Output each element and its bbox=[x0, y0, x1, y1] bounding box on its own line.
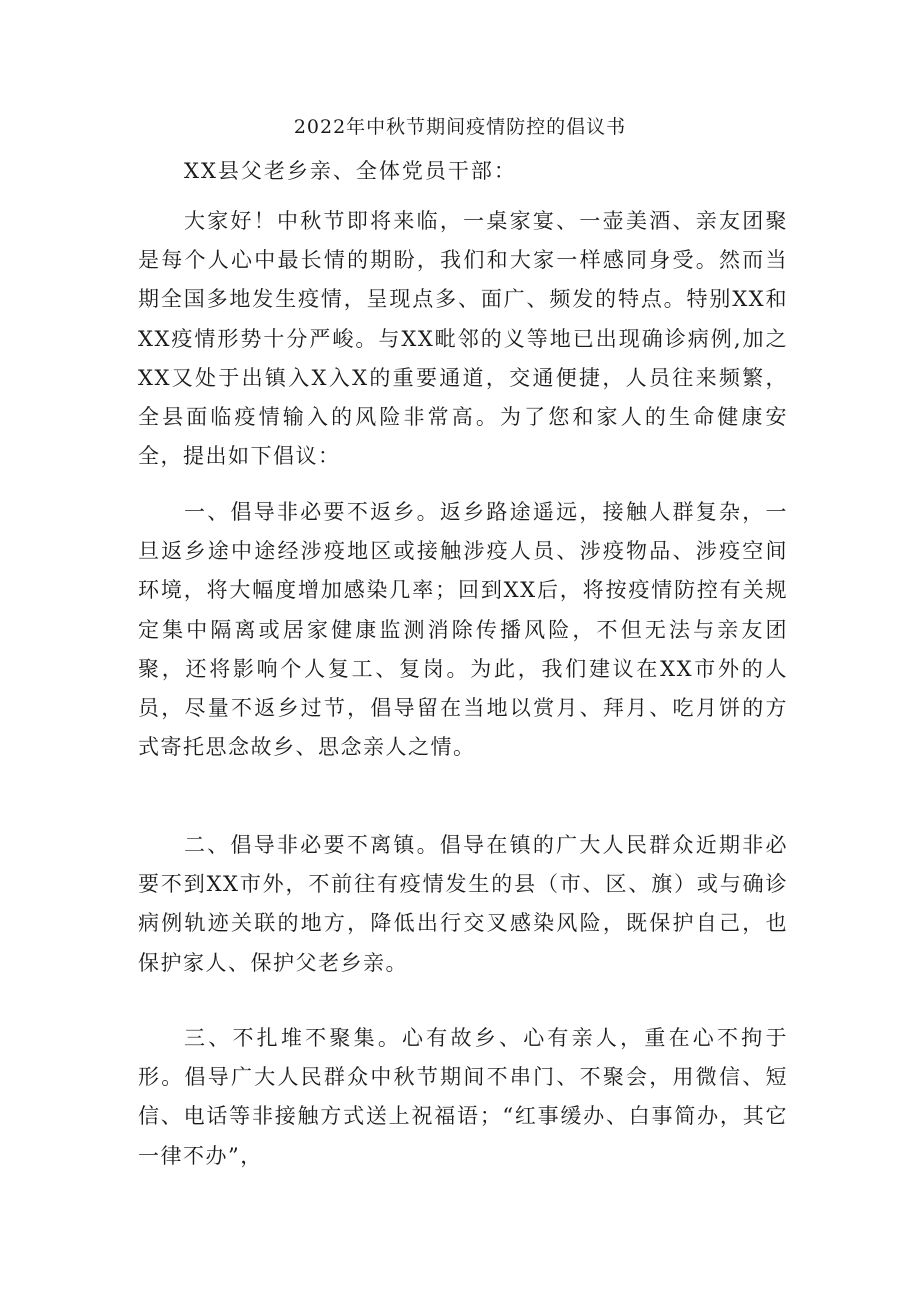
paragraph-proposal-3: 三、不扎堆不聚集。心有故乡、心有亲人，重在心不拘于形。倡导广大人民群众中秋节期间不串门、不聚会，用微信、短信、电话等非接触方式送上祝福语；“红事缓办、白事简办，其它一律不办”， bbox=[138, 1026, 788, 1168]
salutation: XX县父老乡亲、全体党员干部： bbox=[184, 159, 517, 183]
paragraph-proposal-1: 一、倡导非必要不返乡。返乡路途遥远，接触人群复杂，一旦返乡途中途经涉疫地区或接触涉疫人员、涉疫物品、涉疫空间环境，将大幅度增加感染几率；回到XX后，将按疫情防控有关规定集中隔离或居家健康监测消除传播风险，不但无法与亲友团聚，还将影响个人复工、复岗。为此，我们建议在XX市外的人员，尽量不返乡过节，倡导留在当地以赏月、拜月、吃月饼的方式寄托思念故乡、思念亲人之情。 bbox=[138, 500, 788, 760]
paragraph-proposal-2: 二、倡导非必要不离镇。倡导在镇的广大人民群众近期非必要不到XX市外，不前往有疫情发生的县（市、区、旗）或与确诊病例轨迹关联的地方，降低出行交叉感染风险，既保护自己，也保护家人、保护父老乡亲。 bbox=[138, 833, 788, 975]
paragraph-greeting: 大家好！中秋节即将来临，一桌家宴、一壶美酒、亲友团聚是每个人心中最长情的期盼，我们和大家一样感同身受。然而当期全国多地发生疫情，呈现点多、面广、频发的特点。特别XX和XX疫情形势十分严峻。与XX毗邻的义等地已出现确诊病例,加之XX又处于出镇入X入X的重要通道，交通便捷，人员往来频繁，全县面临疫情输入的风险非常高。为了您和家人的生命健康安全，提出如下倡议： bbox=[138, 209, 788, 469]
document-title: 2022年中秋节期间疫情防控的倡议书 bbox=[293, 116, 627, 138]
